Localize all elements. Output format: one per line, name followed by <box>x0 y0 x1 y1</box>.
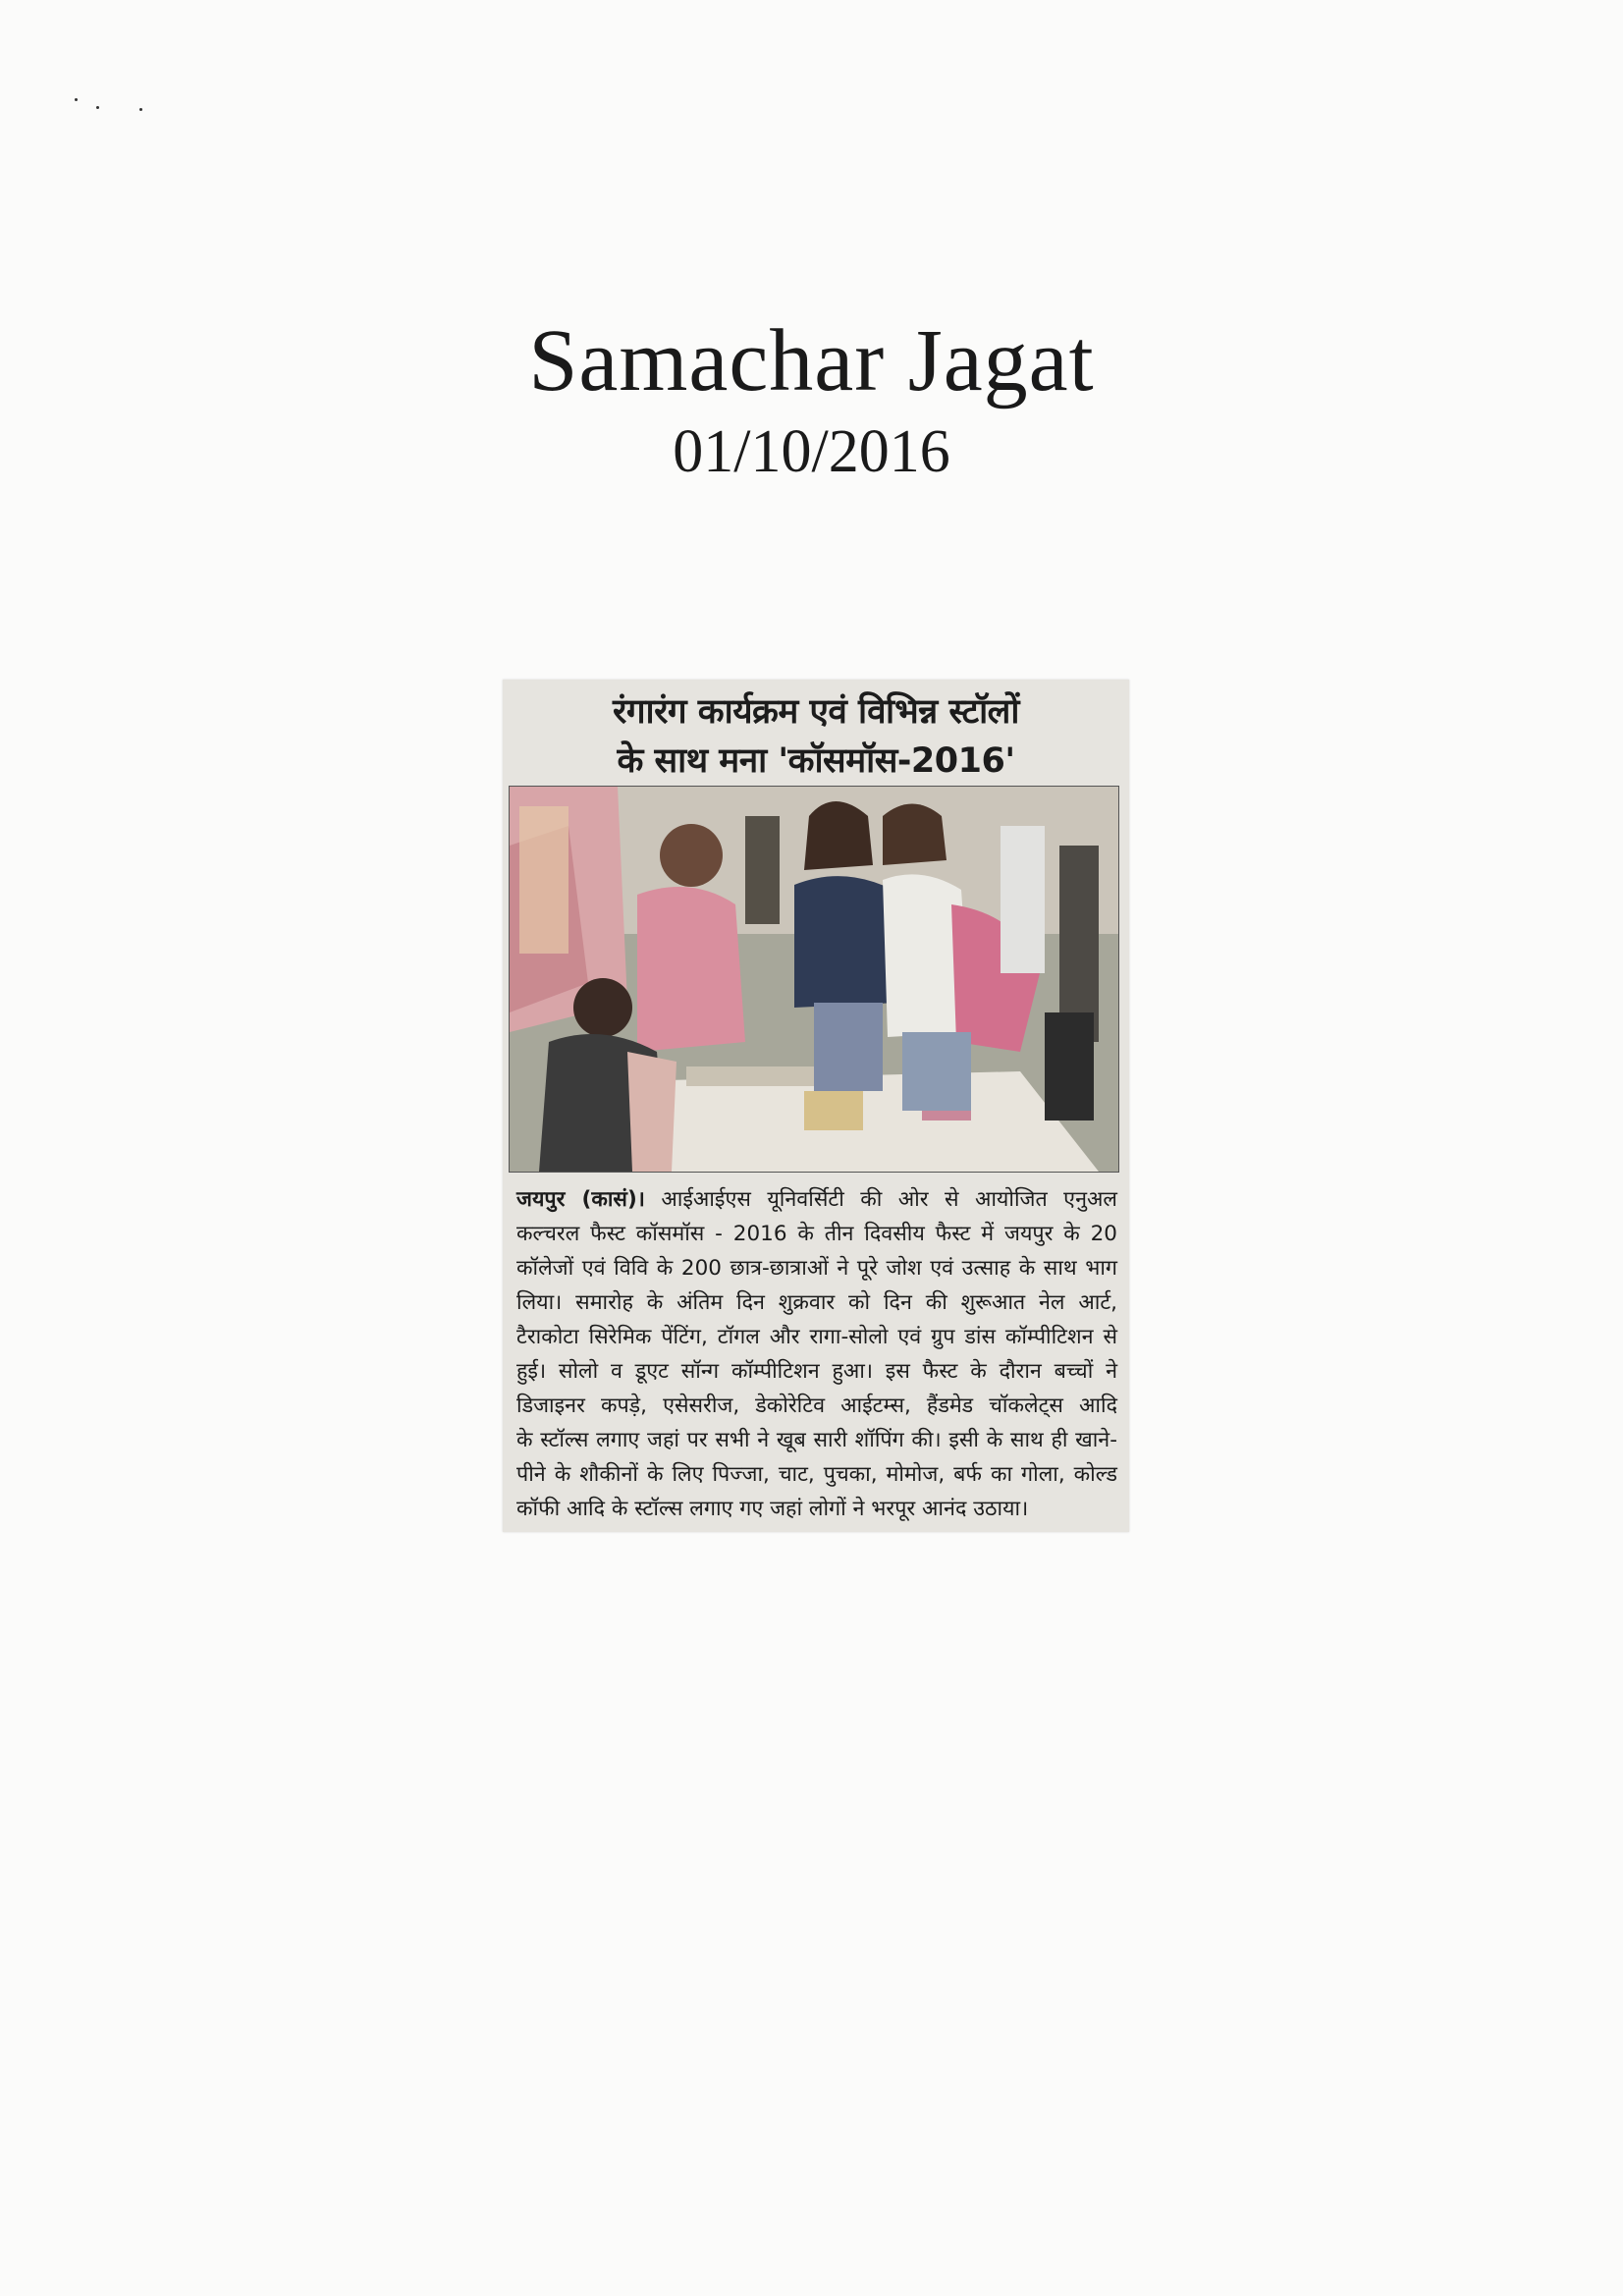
article-line: कॉफी आदि के स्टॉल्स लगाए गए जहां लोगों ने भरपूर आनंद उठाया। <box>516 1497 1029 1521</box>
article-line: पीने के शौकीनों के लिए पिज्जा, चाट, पुचका, मोमोज, बर्फ का गोला, कोल्ड <box>516 1462 1117 1487</box>
headline-line-2: के साथ मना 'कॉसमॉस-2016' <box>617 741 1015 781</box>
newspaper-clipping <box>503 680 1129 1532</box>
article-line: कॉलेजों एवं विवि के 200 छात्र-छात्राओं ने पूरे जोश एवं उत्साह के साथ भाग <box>516 1256 1117 1281</box>
event-photo <box>509 786 1119 1173</box>
article-dateline: जयपुर (कासं)। <box>516 1187 645 1212</box>
masthead <box>0 312 1623 489</box>
article-line: जयपुर (कासं)। आईआईएस यूनिवर्सिटी की ओर से आयोजित एनुअल <box>516 1187 1117 1212</box>
article-line: डिजाइनर कपड़े, एसेसरीज, डेकोरेटिव आईटम्स, हैंडमेड चॉकलेट्स आदि <box>516 1394 1117 1418</box>
article-line: कल्चरल फैस्ट कॉसमॉस - 2016 के तीन दिवसीय फैस्ट में जयपुर के 20 <box>516 1222 1117 1246</box>
photo-illustration <box>510 787 1118 1172</box>
article-line: टैराकोटा सिरेमिक पेंटिंग, टॉगल और रागा-सोलो एवं ग्रुप डांस कॉम्पीटिशन से <box>516 1325 1117 1349</box>
article-line: लिया। समारोह के अंतिम दिन शुक्रवार को दिन की शुरूआत नेल आर्ट, <box>516 1290 1117 1315</box>
publication-date: 01/10/2016 <box>673 418 950 485</box>
article-line: के स्टॉल्स लगाए जहां पर सभी ने खूब सारी शॉपिंग की। इसी के साथ ही खाने- <box>516 1428 1117 1452</box>
headline-line-1: रंगारंग कार्यक्रम एवं विभिन्न स्टॉलों <box>613 692 1019 732</box>
article-body <box>516 1182 1117 1526</box>
clipping-headline <box>503 687 1129 786</box>
article-line: हुई। सोलो व डूएट सॉन्ग कॉम्पीटिशन हुआ। इस फैस्ट के दौरान बच्चों ने <box>516 1359 1117 1384</box>
newspaper-name: Samachar Jagat <box>528 312 1095 410</box>
